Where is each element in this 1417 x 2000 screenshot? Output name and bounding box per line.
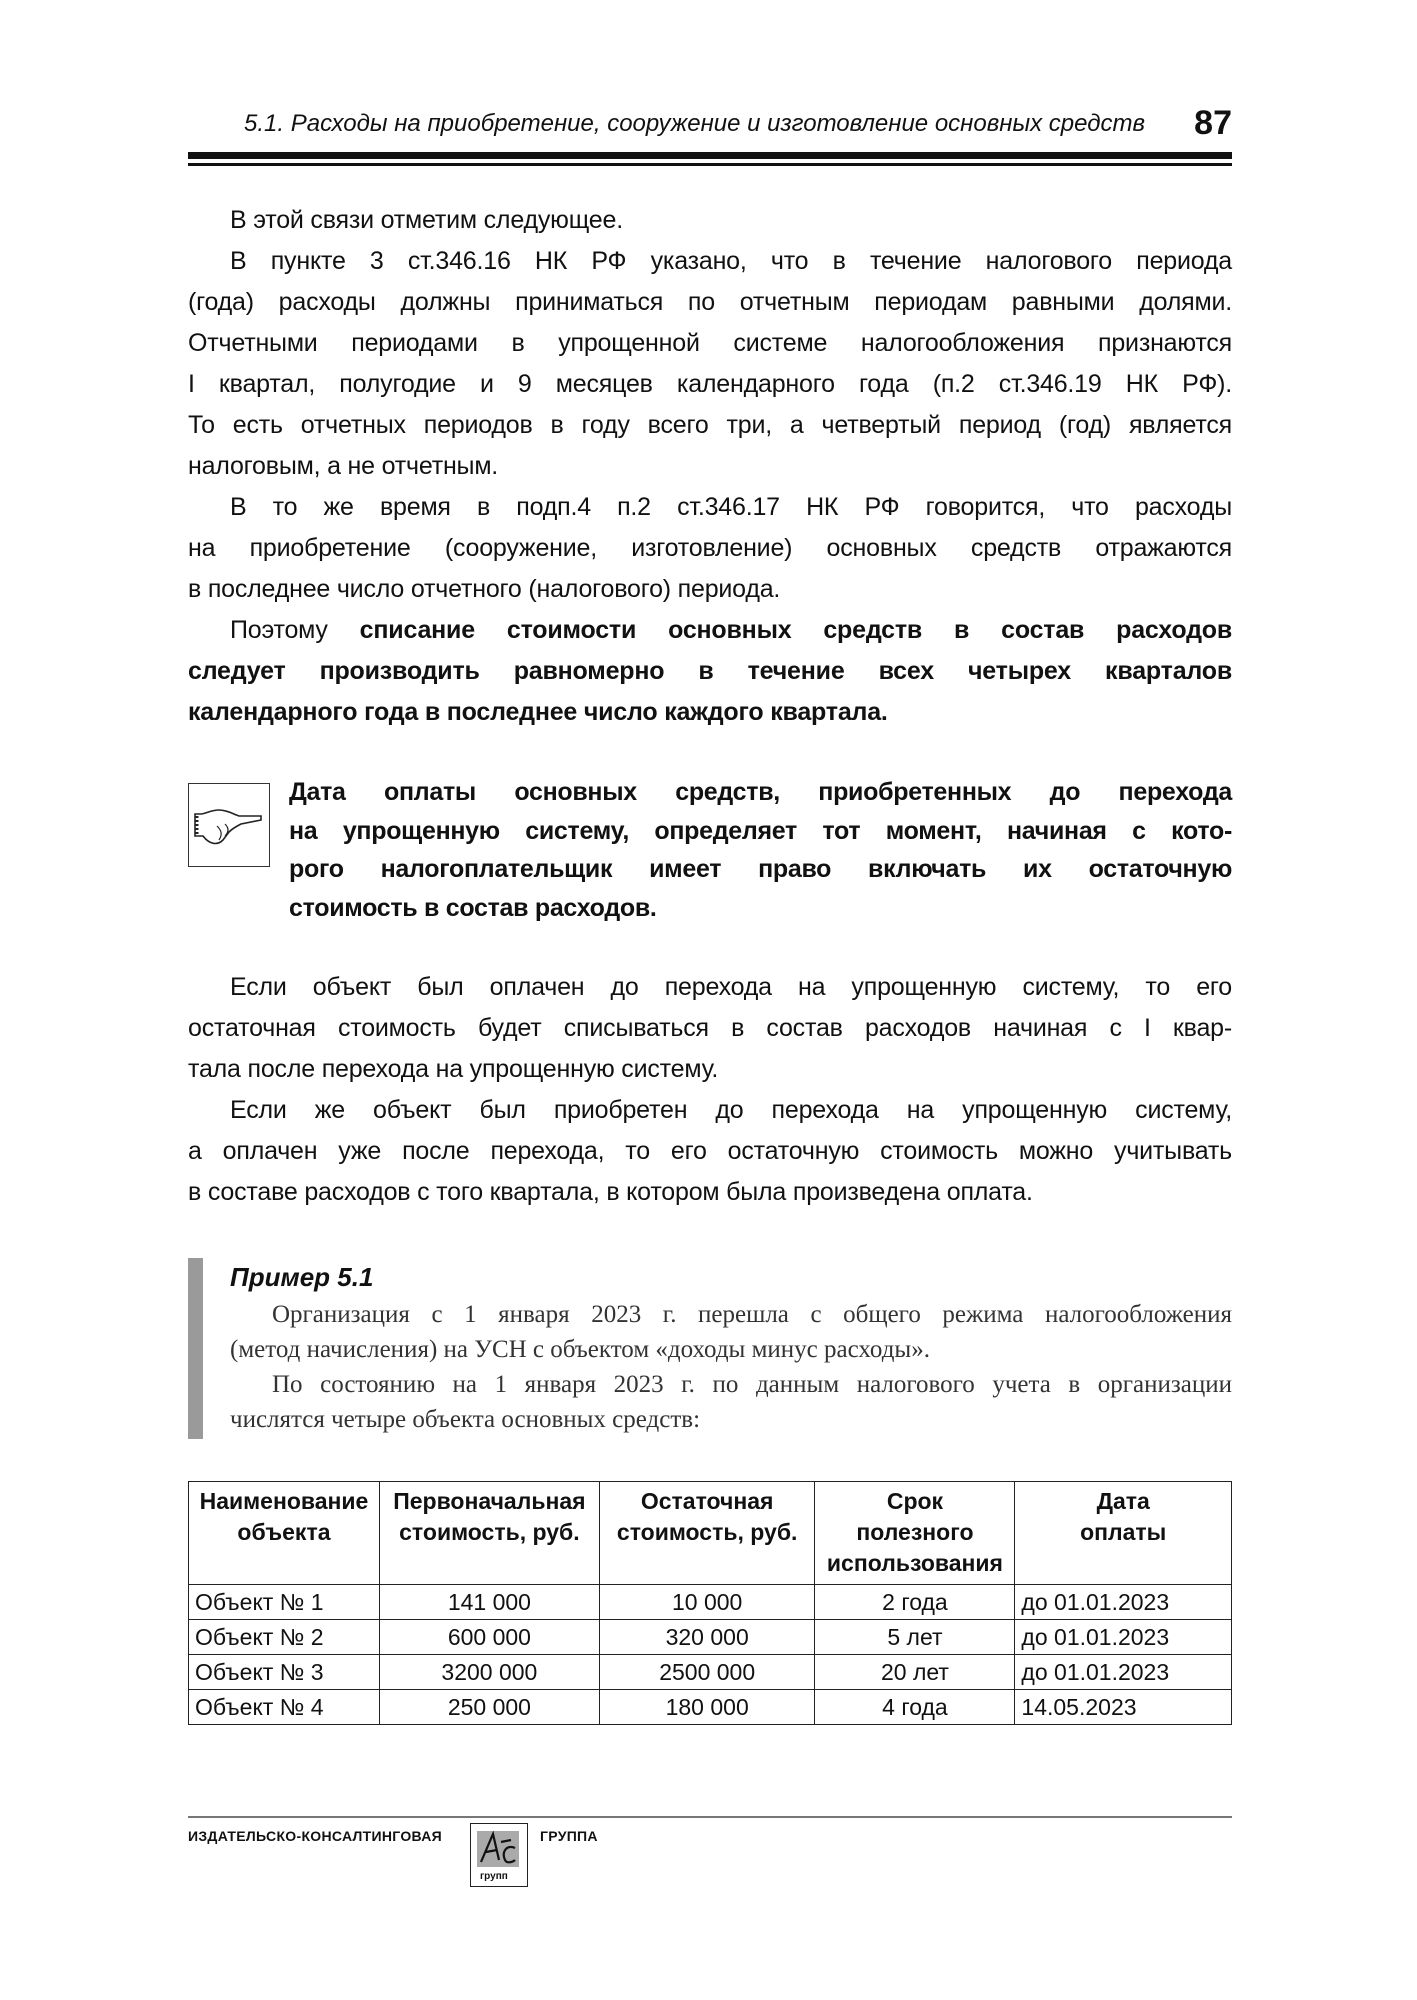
text-line: В этой связи отметим следующее.: [230, 206, 623, 234]
conclusion-line: [188, 610, 1232, 651]
text-line: остаточная стоимость будет списываться в состав расходов начиная с I квар-: [188, 1014, 1232, 1042]
table-cell: 2 года: [815, 1585, 1015, 1620]
table-row: [189, 1585, 1232, 1620]
note-line: рого налогоплательщик имеет право включать их остаточную: [289, 855, 1232, 883]
table-cell: до 01.01.2023: [1015, 1585, 1232, 1620]
header-rule-thin: [188, 163, 1232, 166]
table-cell: до 01.01.2023: [1015, 1655, 1232, 1690]
text-line: (метод начисления) на УСН с объектом «доходы минус расходы».: [230, 1336, 930, 1363]
example-title: Пример 5.1: [230, 1262, 374, 1292]
text-line: Организация с 1 января 2023 г. перешла с общего режима налогообложения: [272, 1301, 1232, 1328]
table-cell: 141 000: [379, 1585, 599, 1620]
column-header: [189, 1482, 380, 1585]
example-text: [230, 1297, 1232, 1437]
text-line: тала после перехода на упрощенную систему.: [188, 1055, 719, 1083]
table-cell: до 01.01.2023: [1015, 1620, 1232, 1655]
fixed-assets-table: [188, 1481, 1232, 1725]
table-row: [189, 1690, 1232, 1725]
column-header-line: Наименование: [199, 1488, 369, 1514]
text-line: налоговым, а не отчетным.: [188, 452, 499, 480]
conclusion-bold-text: списание стоимости основных средств в состав расходов: [359, 616, 1233, 644]
page-number: 87: [1194, 104, 1232, 142]
table-cell: 14.05.2023: [1015, 1690, 1232, 1725]
text-line: В пункте 3 ст.346.16 НК РФ указано, что в течение налогового периода: [230, 247, 1232, 275]
text-line: То есть отчетных периодов в году всего три, а четвертый период (год) является: [188, 411, 1232, 439]
table-cell: 4 года: [815, 1690, 1015, 1725]
text-line: а оплачен уже после перехода, то его остаточную стоимость можно учитывать: [188, 1137, 1232, 1165]
conclusion-bold-text: следует производить равномерно в течение всех четырех кварталов: [188, 657, 1232, 685]
table-header-row: [189, 1482, 1232, 1585]
text-line: Отчетными периодами в упрощенной системе налогообложения признаются: [188, 329, 1232, 357]
conclusion-lead: Поэтому: [230, 616, 360, 644]
column-header-line: Срок: [886, 1488, 944, 1514]
table-cell: 600 000: [379, 1620, 599, 1655]
publisher-logo: [470, 1823, 528, 1887]
publisher-name-right: ГРУППА: [540, 1828, 598, 1844]
text-line: в составе расходов с того квартала, в котором была произведена оплата.: [188, 1178, 1033, 1206]
note-line: Дата оплаты основных средств, приобретенных до перехода: [289, 778, 1232, 806]
text-line: По состоянию на 1 января 2023 г. по данным налогового учета в организации: [272, 1371, 1232, 1398]
header-rule-thick: [188, 152, 1232, 159]
table-cell: 180 000: [599, 1690, 815, 1725]
column-header: [379, 1482, 599, 1585]
table-cell: Объект № 2: [189, 1620, 380, 1655]
table-row: [189, 1655, 1232, 1690]
text-line: Если объект был оплачен до перехода на упрощенную систему, то его: [230, 973, 1232, 1001]
pointing-hand-icon: [188, 783, 270, 867]
conclusion-bold-text: календарного года в последнее число каждого квартала.: [188, 698, 888, 726]
column-header-line: стоимость, руб.: [399, 1519, 580, 1545]
text-line: на приобретение (сооружение, изготовление) основных средств отражаются: [188, 534, 1232, 562]
table-cell: 3200 000: [379, 1655, 599, 1690]
body-text-2: [188, 967, 1232, 1213]
running-header-title: 5.1. Расходы на приобретение, сооружение и изготовление основных средств: [244, 110, 1145, 137]
table-cell: 320 000: [599, 1620, 815, 1655]
text-line: (года) расходы должны приниматься по отчетным периодам равными долями.: [188, 288, 1232, 316]
body-text-1: [188, 200, 1232, 733]
table-row: [189, 1620, 1232, 1655]
table-cell: Объект № 3: [189, 1655, 380, 1690]
callout-note: [289, 773, 1232, 927]
table-cell: 5 лет: [815, 1620, 1015, 1655]
table-cell: 2500 000: [599, 1655, 815, 1690]
column-header-line: Дата: [1096, 1488, 1150, 1514]
table-cell: Объект № 4: [189, 1690, 380, 1725]
note-line: стоимость в состав расходов.: [289, 893, 657, 922]
column-header-line: Остаточная: [640, 1488, 774, 1514]
column-header-line: полезного: [856, 1519, 974, 1545]
text-line: в последнее число отчетного (налогового) периода.: [188, 575, 781, 603]
logo-subtext: групп: [480, 1871, 508, 1882]
table-cell: 20 лет: [815, 1655, 1015, 1690]
column-header-line: стоимость, руб.: [616, 1519, 798, 1545]
table-cell: 10 000: [599, 1585, 815, 1620]
column-header: [1015, 1482, 1232, 1585]
text-line: I квартал, полугодие и 9 месяцев календарного года (п.2 ст.346.19 НК РФ).: [188, 370, 1232, 398]
table-cell: Объект № 1: [189, 1585, 380, 1620]
table-cell: 250 000: [379, 1690, 599, 1725]
column-header-line: оплаты: [1080, 1519, 1167, 1545]
conclusion-line: [188, 692, 1232, 733]
column-header-line: использования: [826, 1550, 1003, 1576]
text-line: В то же время в подп.4 п.2 ст.346.17 НК РФ говорится, что расходы: [230, 493, 1232, 521]
column-header: [599, 1482, 815, 1585]
column-header-line: Первоначальная: [393, 1488, 586, 1514]
column-header: [815, 1482, 1015, 1585]
column-header-line: объекта: [237, 1519, 331, 1545]
publisher-name-left: ИЗДАТЕЛЬСКО-КОНСАЛТИНГОВАЯ: [188, 1828, 443, 1844]
text-line: числятся четыре объекта основных средств:: [230, 1406, 701, 1433]
conclusion-line: [188, 651, 1232, 692]
note-line: на упрощенную систему, определяет тот момент, начиная с кото-: [289, 816, 1232, 845]
example-side-bar: [188, 1258, 203, 1439]
footer-rule: [188, 1816, 1232, 1818]
text-line: Если же объект был приобретен до перехода на упрощенную систему,: [230, 1096, 1232, 1124]
